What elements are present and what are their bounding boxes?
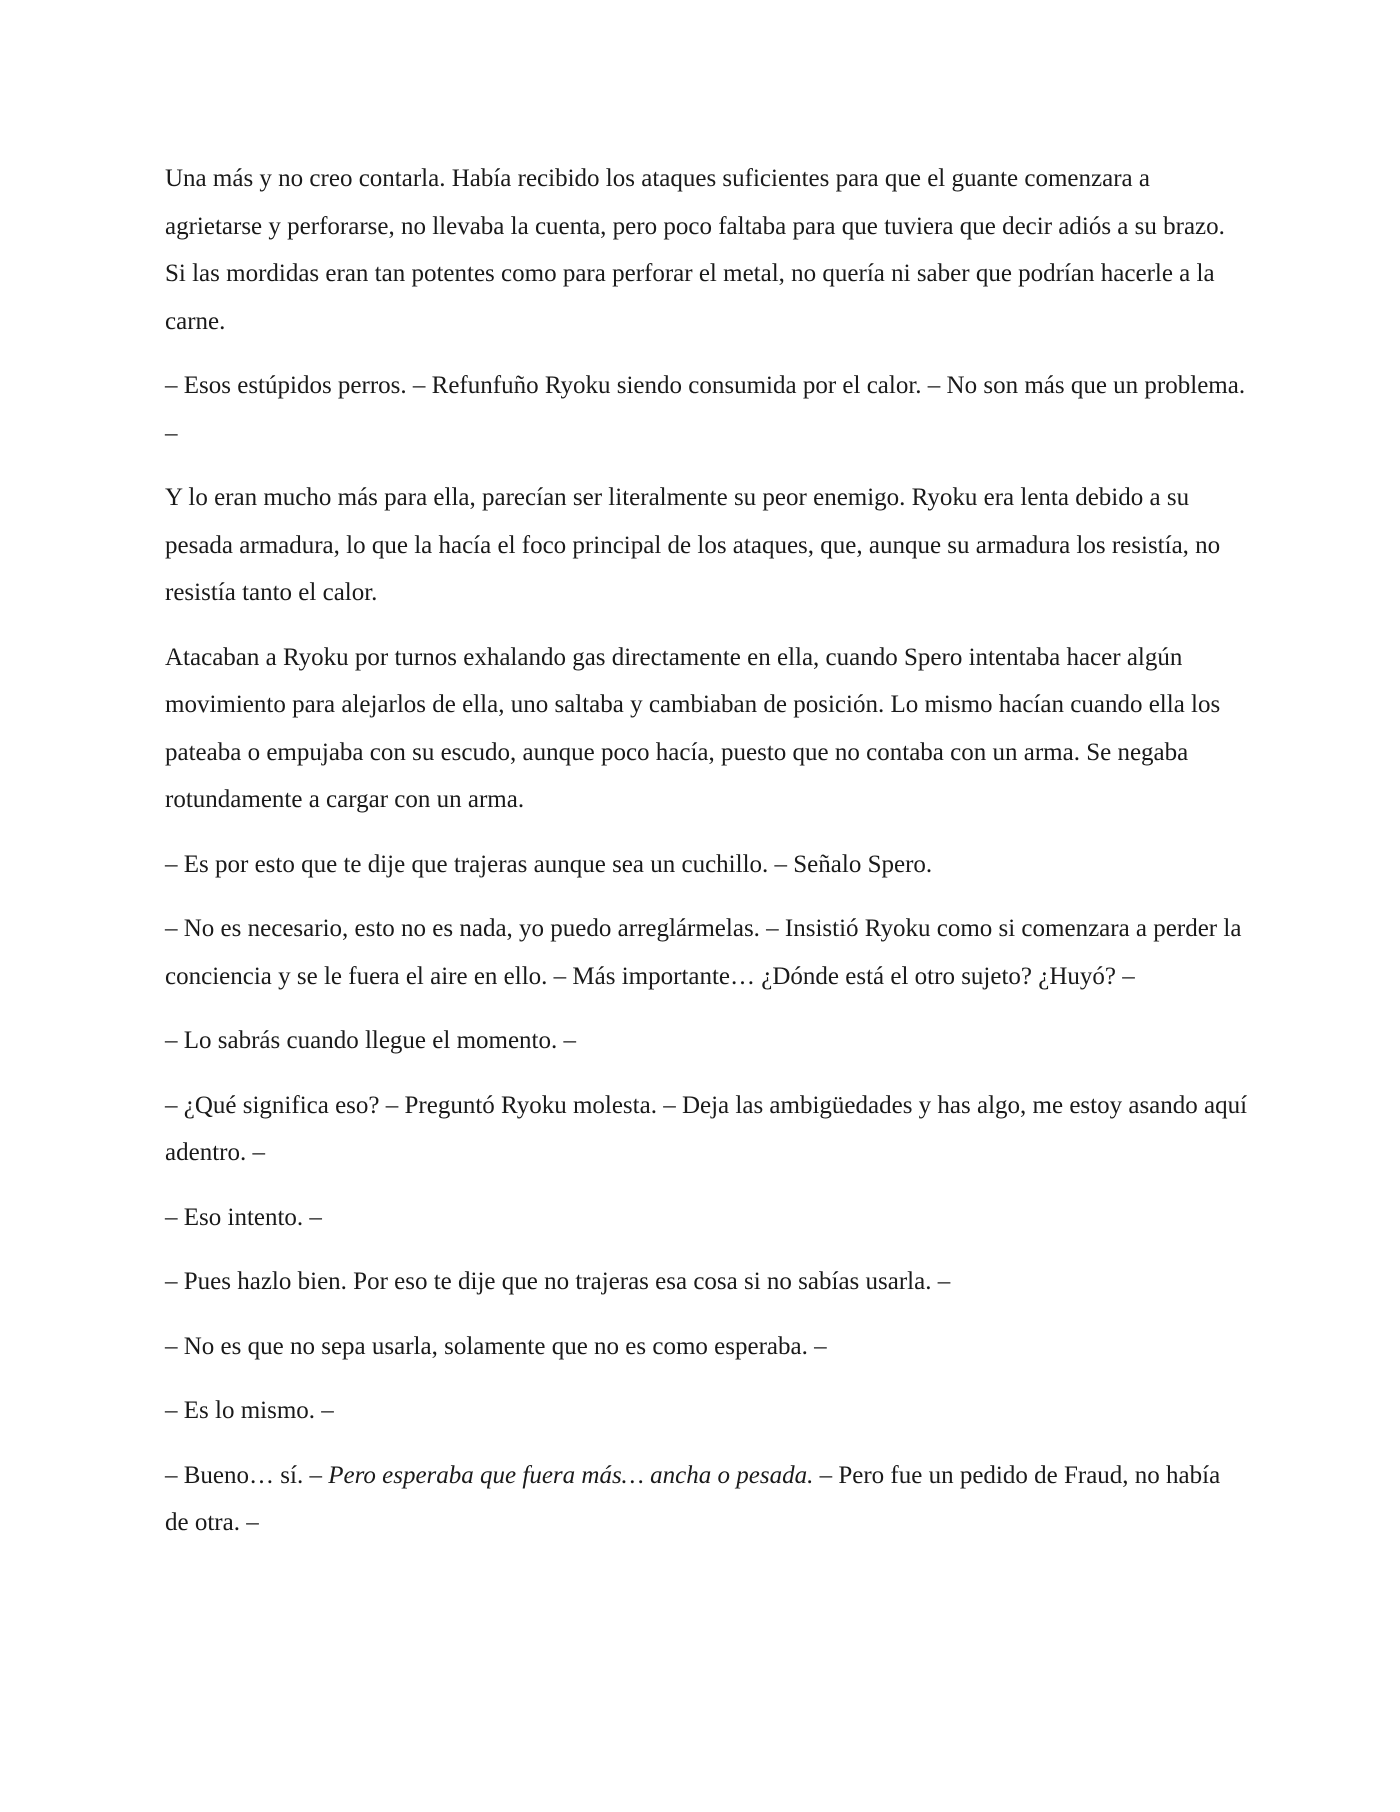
paragraph-text: Atacaban a Ryoku por turnos exhalando gas directamente en ella, cuando Spero intentaba hacer algún movimiento para alejarlos de ella, uno saltaba y cambiaban de posición. Lo mismo hacían cuando ella los pateaba o empujaba con su escudo, aunque poco hacía, puesto que no contaba con un arma. Se negaba rotundamente a cargar con un arma.	[165, 643, 1221, 813]
document-body	[165, 155, 1250, 1564]
paragraph-text: – Pero fue un pedido de Fraud, no había de otra. –	[165, 1461, 1221, 1536]
dialogue-line	[165, 841, 1250, 889]
dialogue-line	[165, 1387, 1250, 1435]
paragraph	[165, 474, 1250, 617]
paragraph-text: – Es por esto que te dije que trajeras aunque sea un cuchillo. – Señalo Spero.	[165, 850, 933, 878]
paragraph-text: – Pues hazlo bien. Por eso te dije que no trajeras esa cosa si no sabías usarla. –	[165, 1268, 951, 1295]
dialogue-line	[165, 1323, 1250, 1371]
paragraph-text: – Esos estúpidos perros. – Refunfuño Ryoku siendo consumida por el calor. – No son más que un problema. –	[165, 372, 1246, 447]
paragraph-text: – Es lo mismo. –	[165, 1397, 334, 1424]
paragraph	[165, 155, 1250, 345]
dialogue-line	[165, 362, 1250, 457]
paragraph-text: – Bueno… sí. –	[165, 1461, 329, 1489]
paragraph-text: – ¿Qué significa eso? – Preguntó Ryoku molesta. – Deja las ambigüedades y has algo, me estoy asando aquí adentro. –	[165, 1091, 1248, 1166]
paragraph-text: Y lo eran mucho más para ella, parecían ser literalmente su peor enemigo. Ryoku era lenta debido a su pesada armadura, lo que la hacía el foco principal de los ataques, que, aunque su armadura los resistía, no resistía tanto el calor.	[165, 484, 1221, 606]
dialogue-line	[165, 1258, 1250, 1306]
dialogue-line	[165, 1452, 1250, 1547]
paragraph-text: – No es que no sepa usarla, solamente que no es como esperaba. –	[165, 1332, 827, 1360]
dialogue-line	[165, 905, 1250, 1000]
paragraph-text: – Eso intento. –	[165, 1203, 322, 1231]
dialogue-line	[165, 1017, 1250, 1065]
dialogue-line	[165, 1082, 1250, 1177]
inner-thought-text: Pero esperaba que fuera más… ancha o pesada.	[328, 1461, 814, 1489]
dialogue-line	[165, 1194, 1250, 1242]
paragraph-text: – No es necesario, esto no es nada, yo puedo arreglármelas. – Insistió Ryoku como si comenzara a perder la conciencia y se le fuera el aire en ello. – Más importante… ¿Dónde está el otro sujeto? ¿Huyó? –	[165, 915, 1242, 990]
paragraph-text: Una más y no creo contarla. Había recibido los ataques suficientes para que el guante comenzara a agrietarse y perforarse, no llevaba la cuenta, pero poco faltaba para que tuviera que decir adiós a su brazo. Si las mordidas eran tan potentes como para perforar el metal, no quería ni saber que podrían hacerle a la carne.	[165, 165, 1225, 335]
paragraph-text: – Lo sabrás cuando llegue el momento. –	[165, 1027, 576, 1054]
paragraph	[165, 634, 1250, 824]
